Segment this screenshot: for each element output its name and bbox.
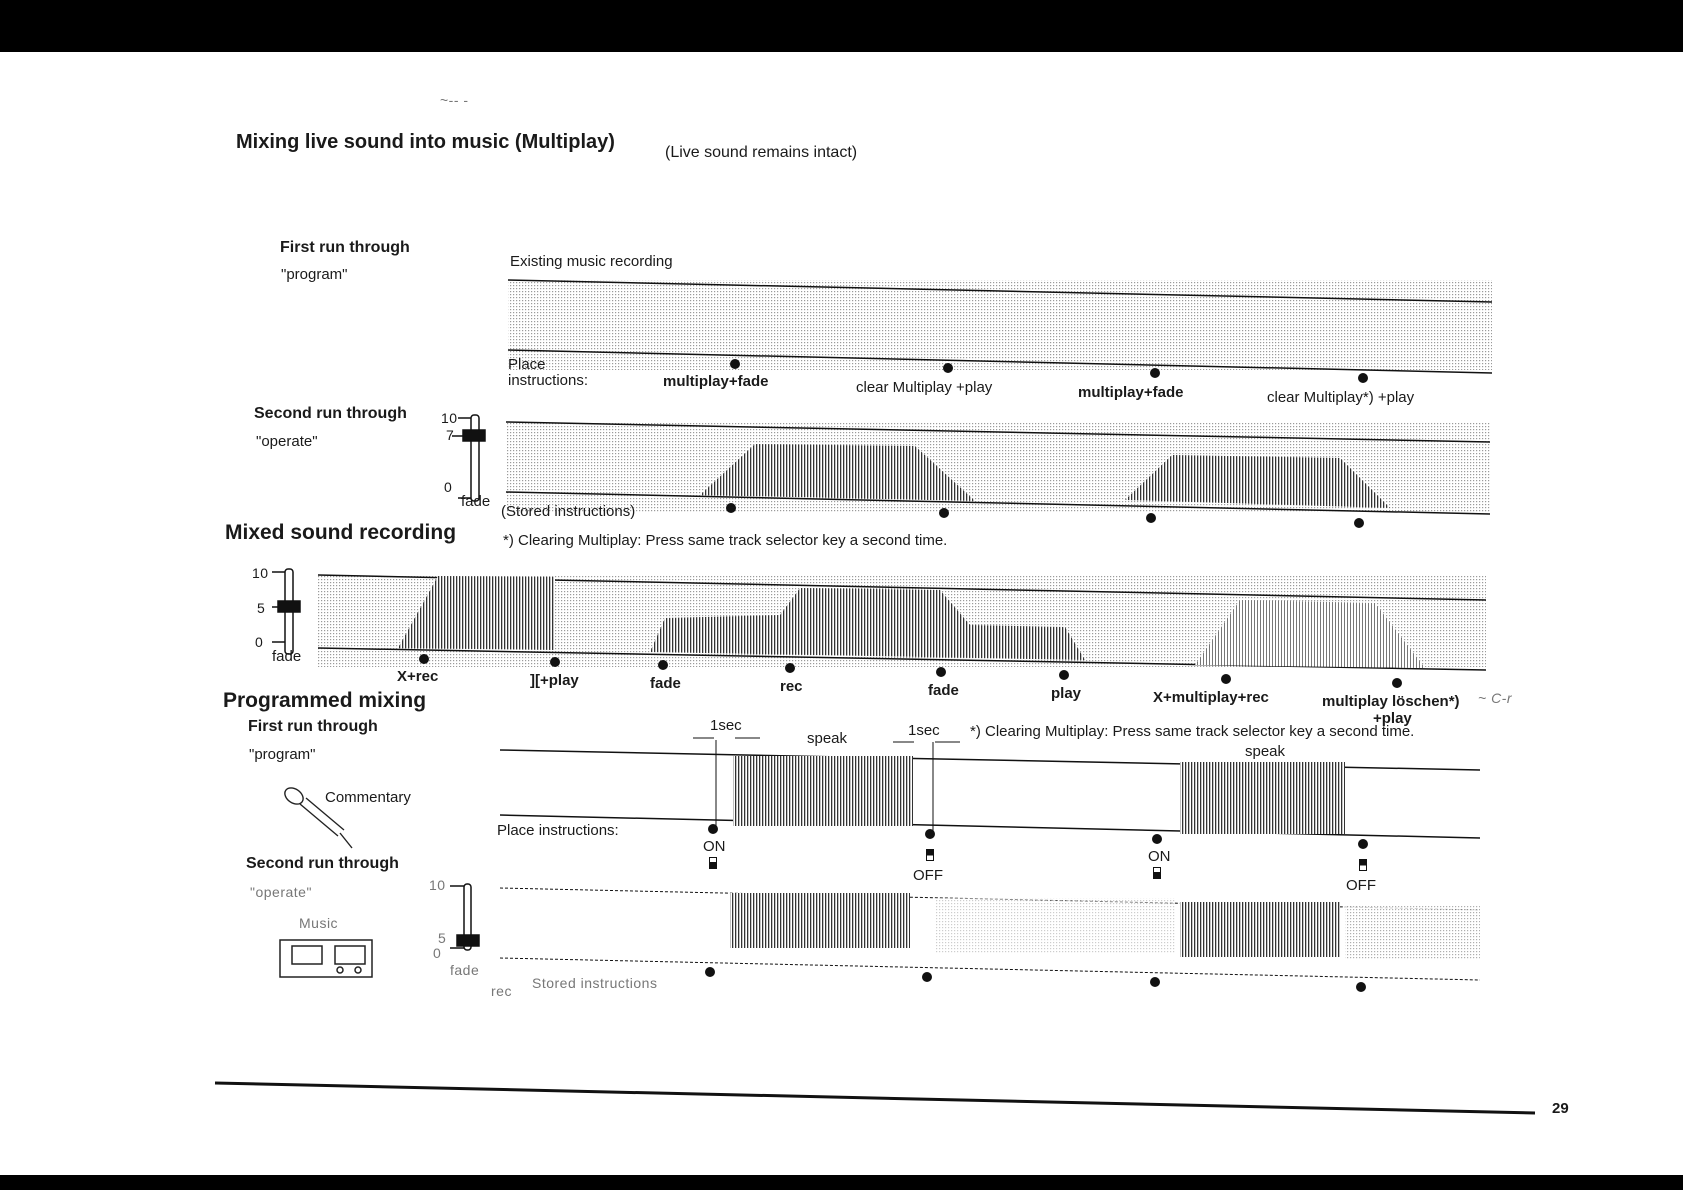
instruction-dot [1358, 373, 1368, 383]
instruction-dot [1392, 678, 1402, 688]
switch-label-2: OFF [913, 867, 943, 884]
switch-label-1: ON [703, 838, 726, 855]
instruction-dot [730, 359, 740, 369]
s2-instruction-3: fade [650, 675, 681, 692]
timing-speak-a: speak [807, 730, 848, 747]
s3-stored-label: Stored instructions [532, 975, 658, 991]
stored-dot [705, 967, 715, 977]
switch-on-icon [1153, 867, 1161, 879]
instruction-dot [1221, 674, 1231, 684]
switch-dot [1152, 834, 1162, 844]
cassette-icon [280, 940, 372, 977]
fader1-mid: 7 [446, 427, 455, 443]
switch-on-icon [709, 857, 717, 869]
handwritten-note: ~ C-r [1478, 690, 1512, 706]
bottom-rule [215, 1083, 1535, 1113]
instruction-4: clear Multiplay*) +play [1267, 389, 1415, 406]
s2-instruction-7: X+multiplay+rec [1153, 689, 1269, 706]
s3-second-run-title: Second run through [246, 855, 399, 872]
s3-place-instructions-label: Place instructions: [497, 822, 619, 839]
timing-1sec-a: 1sec [710, 717, 742, 734]
fader3-top: 10 [429, 877, 446, 893]
instruction-dot [1150, 368, 1160, 378]
s2-instruction-2: ][+play [530, 672, 579, 689]
s2-instruction-5: fade [928, 682, 959, 699]
section1-title: Mixing live sound into music (Multiplay) [236, 131, 615, 153]
fader2-top: 10 [252, 565, 269, 581]
s2-instruction-1: X+rec [397, 668, 439, 685]
first-run-title: First run through [280, 239, 410, 256]
section3-title: Programmed mixing [223, 689, 427, 712]
instruction-dot [785, 663, 795, 673]
instruction-3: multiplay+fade [1078, 384, 1184, 401]
stored-dot [939, 508, 949, 518]
band-music-operate [500, 888, 1480, 980]
fader1-bottom: 0 [444, 479, 453, 495]
fader2-bottom: 0 [255, 634, 264, 650]
switch-dot [1358, 839, 1368, 849]
fader-2 [272, 569, 300, 654]
switch-label-3: ON [1148, 848, 1171, 865]
section1-subtitle: (Live sound remains intact) [665, 144, 858, 161]
band-mixed-recording [318, 575, 1486, 670]
stored-instructions-label: (Stored instructions) [501, 503, 636, 520]
s2-instruction-8: multiplay löschen*) [1322, 693, 1460, 710]
fader-3 [450, 884, 479, 950]
s2-instruction-4: rec [780, 678, 803, 695]
instruction-2: clear Multiplay +play [856, 379, 993, 396]
s2-instruction-9: +play [1373, 710, 1412, 727]
scan-bottom-edge [0, 1175, 1683, 1190]
instruction-dot [936, 667, 946, 677]
page-number: 29 [1552, 1100, 1569, 1117]
second-run-subtitle: "operate" [256, 433, 318, 450]
section1-footnote: *) Clearing Multiplay: Press same track selector key a second time. [503, 532, 948, 549]
switch-off-icon [1359, 859, 1367, 871]
s3-first-run-subtitle: "program" [249, 746, 316, 763]
timing-speak-b: speak [1245, 743, 1286, 760]
commentary-label: Commentary [325, 789, 411, 806]
switch-dot [708, 824, 718, 834]
fader2-mid: 5 [257, 600, 266, 616]
fader1-top: 10 [441, 410, 458, 426]
s3-second-run-subtitle: "operate" [250, 884, 312, 900]
fader-1 [452, 415, 485, 501]
fader3-mid: 5 [438, 930, 447, 946]
fader3-label: fade [450, 962, 480, 978]
instruction-1: multiplay+fade [663, 373, 769, 390]
instruction-dot [550, 657, 560, 667]
fader2-label: fade [272, 648, 302, 665]
stored-dot [726, 503, 736, 513]
s2-instruction-6: play [1051, 685, 1082, 702]
instruction-dot [419, 654, 429, 664]
instruction-dot [658, 660, 668, 670]
stored-dot [922, 972, 932, 982]
music-label: Music [299, 915, 339, 931]
fader3-bottom: 0 [433, 945, 442, 961]
existing-music-label: Existing music recording [510, 253, 673, 270]
switch-off-icon [926, 849, 934, 861]
section3-footnote: *) Clearing Multiplay: Press same track selector key a second time. [970, 723, 1415, 740]
band-commentary [500, 740, 1480, 838]
fader1-label: fade [461, 493, 491, 510]
top-mark: ~-- - [440, 92, 469, 108]
section2-title: Mixed sound recording [225, 521, 457, 544]
place-instructions-label: Place instructions: [508, 356, 589, 389]
second-run-title: Second run through [254, 405, 407, 422]
stored-dot [1354, 518, 1364, 528]
switch-dot [925, 829, 935, 839]
switch-label-4: OFF [1346, 877, 1376, 894]
rec-label: rec [491, 983, 512, 999]
timing-1sec-b: 1sec [908, 722, 940, 739]
instruction-dot [1059, 670, 1069, 680]
band-operate [506, 422, 1490, 514]
first-run-subtitle: "program" [281, 266, 348, 283]
stored-dot [1146, 513, 1156, 523]
s3-first-run-title: First run through [248, 718, 378, 735]
band-existing-music [508, 280, 1492, 373]
stored-dot [1150, 977, 1160, 987]
stored-dot [1356, 982, 1366, 992]
scan-top-edge [0, 0, 1683, 52]
instruction-dot [943, 363, 953, 373]
